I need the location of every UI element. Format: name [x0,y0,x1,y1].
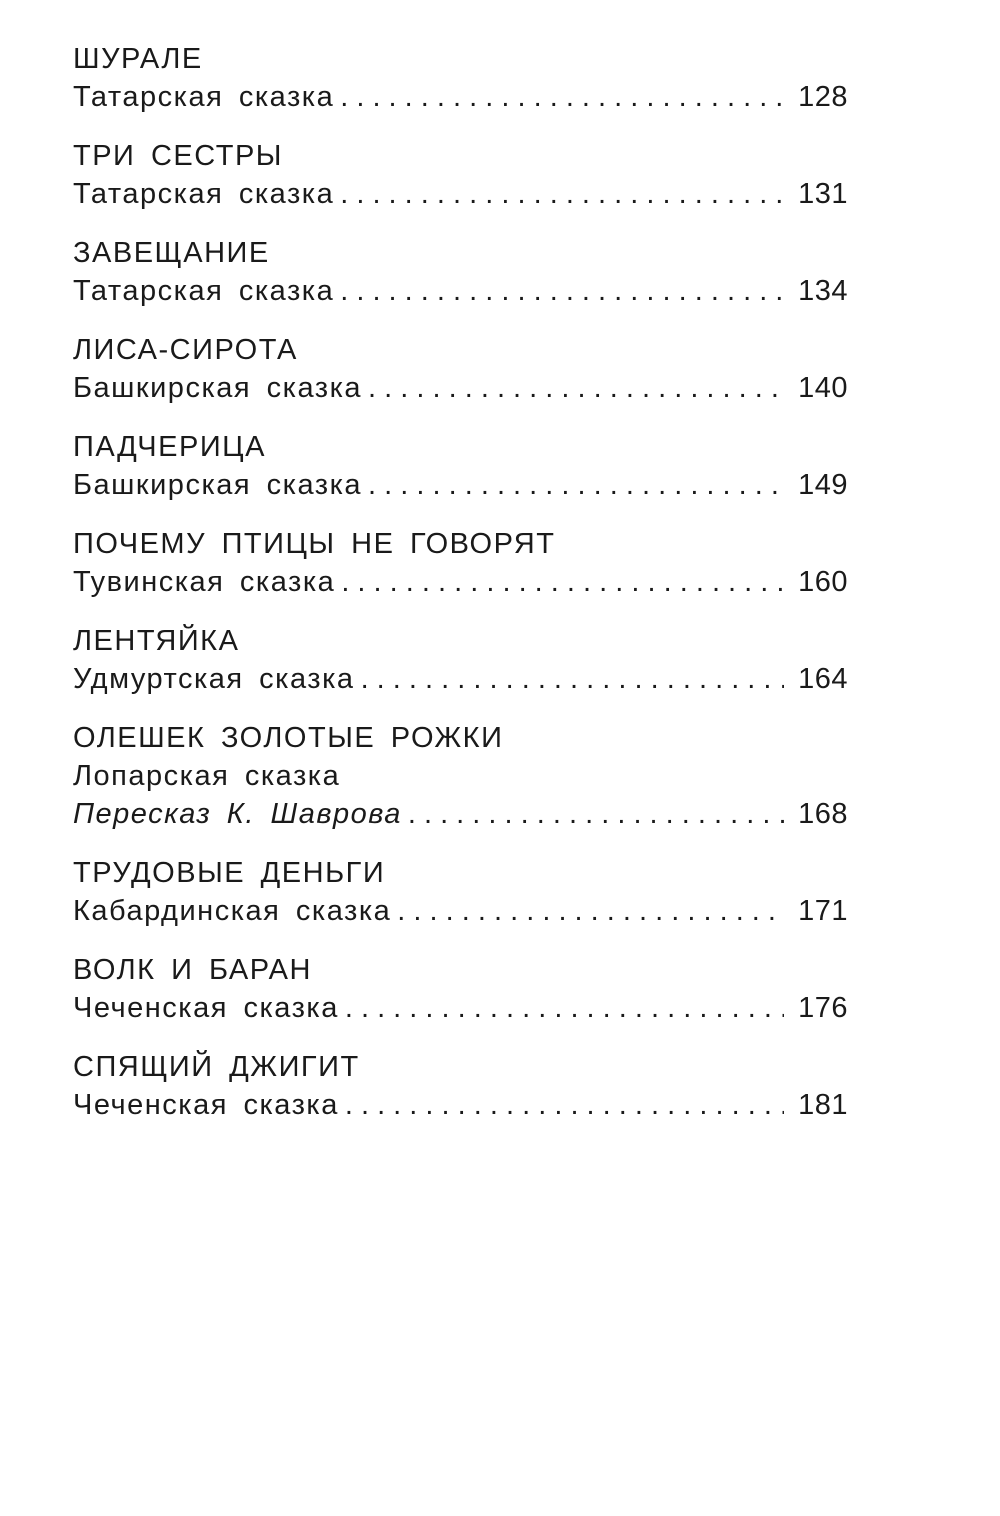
toc-entry[interactable] [73,951,848,1027]
entry-line [73,989,848,1027]
entry-title: ПОЧЕМУ ПТИЦЫ НЕ ГОВОРЯТ [73,528,556,560]
entry-title: ТРУДОВЫЕ ДЕНЬГИ [73,857,386,889]
entry-note-line [73,795,848,833]
page-number: 171 [798,895,848,927]
table-of-contents [73,40,848,1124]
entry-line [73,1086,848,1124]
page-number: 176 [798,992,848,1024]
entry-title: ЛИСА-СИРОТА [73,334,298,366]
entry-line [73,272,848,310]
entry-subtitle: Татарская сказка [73,178,335,210]
dot-leader [335,563,784,601]
entry-line [73,466,848,504]
entry-note: Пересказ К. Шаврова [73,798,402,830]
page-number: 160 [798,566,848,598]
page-number: 149 [798,469,848,501]
dot-leader [362,466,784,504]
entry-title: ШУРАЛЕ [73,43,203,75]
page-number: 131 [798,178,848,210]
entry-line [73,175,848,213]
dot-leader [334,175,784,213]
entry-subtitle: Татарская сказка [73,81,335,113]
page-number: 140 [798,372,848,404]
page-number: 164 [798,663,848,695]
entry-title: ПАДЧЕРИЦА [73,431,266,463]
dot-leader [339,989,784,1027]
toc-entry[interactable] [73,40,848,116]
entry-subtitle: Удмуртская сказка [73,663,355,695]
dot-leader [391,892,784,930]
entry-subtitle: Лопарская сказка [73,760,341,792]
entry-title: ТРИ СЕСТРЫ [73,140,283,172]
toc-entry[interactable] [73,428,848,504]
entry-subtitle: Чеченская сказка [73,1089,339,1121]
page-number: 134 [798,275,848,307]
dot-leader [334,78,784,116]
entry-line [73,757,848,795]
entry-subtitle: Татарская сказка [73,275,335,307]
toc-entry[interactable] [73,137,848,213]
toc-entry[interactable] [73,622,848,698]
entry-subtitle: Башкирская сказка [73,469,363,501]
toc-entry[interactable] [73,525,848,601]
entry-title: СПЯЩИЙ ДЖИГИТ [73,1051,360,1083]
entry-title: ОЛЕШЕК ЗОЛОТЫЕ РОЖКИ [73,722,504,754]
page-number: 181 [798,1089,848,1121]
toc-entry[interactable] [73,331,848,407]
dot-leader [402,795,784,833]
page-number: 128 [798,81,848,113]
dot-leader [355,660,785,698]
dot-leader [334,272,784,310]
toc-entry[interactable] [73,1048,848,1124]
entry-title: ВОЛК И БАРАН [73,954,312,986]
entry-subtitle: Башкирская сказка [73,372,363,404]
entry-subtitle: Кабардинская сказка [73,895,392,927]
entry-subtitle: Тувинская сказка [73,566,336,598]
page-number: 168 [798,798,848,830]
entry-line [73,78,848,116]
toc-entry[interactable] [73,854,848,930]
toc-entry[interactable] [73,234,848,310]
entry-line [73,369,848,407]
entry-title: ЛЕНТЯЙКА [73,625,240,657]
entry-subtitle: Чеченская сказка [73,992,339,1024]
entry-line [73,892,848,930]
entry-line [73,563,848,601]
entry-line [73,660,848,698]
entry-title: ЗАВЕЩАНИЕ [73,237,270,269]
toc-entry[interactable] [73,719,848,833]
dot-leader [362,369,784,407]
dot-leader [339,1086,784,1124]
